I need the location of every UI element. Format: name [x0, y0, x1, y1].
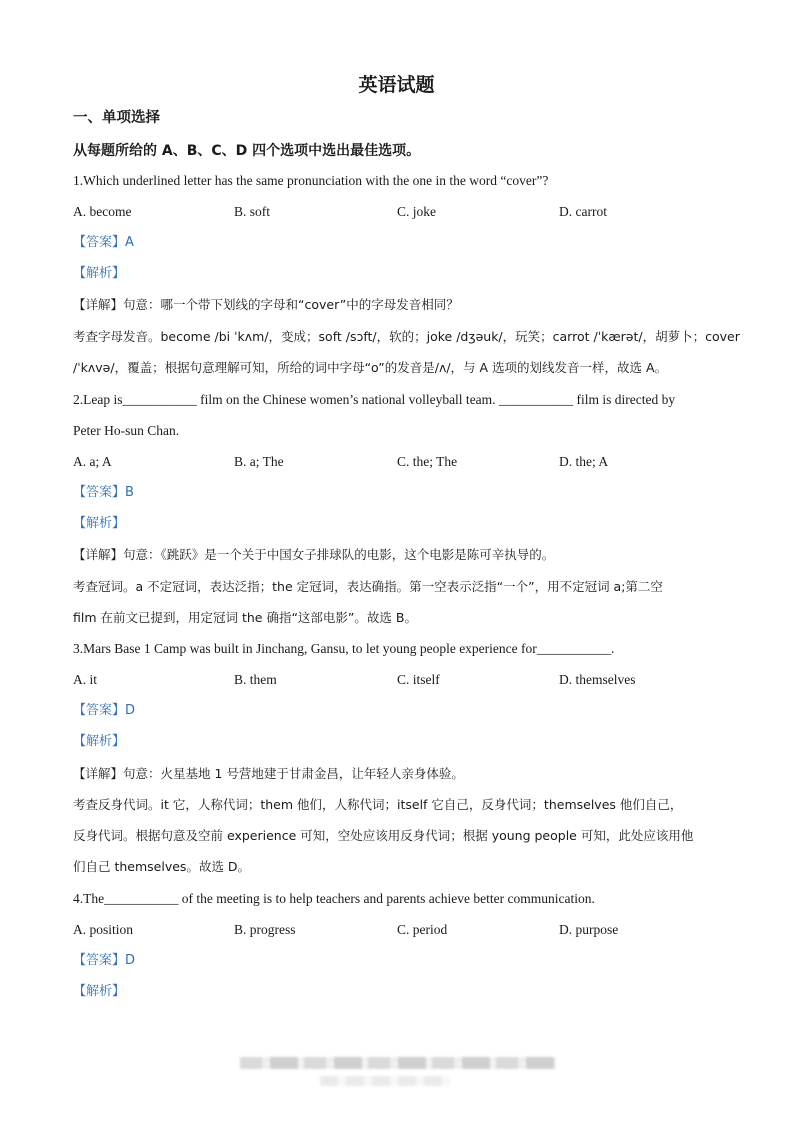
q1-explanation-line-2: /ˈkʌvə/，覆盖；根据句意理解可知，所给的词中字母“o”的发音是/ʌ/，与 A 选项的划线发音一样，故选 A。: [73, 360, 668, 375]
question-1-stem: 1.Which underlined letter has the same pronunciation with the one in the word “cover”?: [73, 173, 549, 188]
blurred-footer-watermark-secondary: [320, 1076, 450, 1086]
blurred-footer-watermark: [240, 1057, 556, 1069]
q2-detail: 【详解】句意：《跳跃》是一个关于中国女子排球队的电影，这个电影是陈可辛执导的。: [73, 547, 555, 562]
q2-analysis-label: 【解析】: [73, 516, 126, 531]
q1-explanation-line-1: 考查字母发音。become /bi ˈkʌm/，变成；soft /sɔft/，软的；joke /dʒəuk/，玩笑；carrot /ˈkærət/，胡萝卜；cover: [73, 329, 740, 344]
q4-option-a: A. position: [73, 922, 134, 937]
q1-option-b: B. soft: [234, 204, 271, 219]
q3-option-a: A. it: [73, 672, 98, 687]
q4-answer: 【答案】D: [73, 953, 136, 968]
q1-option-a: A. become: [73, 204, 132, 219]
q2-option-c: C. the; The: [397, 454, 458, 469]
q2-explanation-line-1: 考查冠词。a 不定冠词，表达泛指；the 定冠词，表达确指。第一空表示泛指“一个”，用不定冠词 a;第二空: [73, 579, 663, 594]
q4-option-d: D. purpose: [559, 922, 619, 937]
q2-option-d: D. the; A: [559, 454, 609, 469]
question-2-stem-line-1: 2.Leap is___________ film on the Chinese women’s national volleyball team. ___________ film is directed by: [73, 392, 676, 407]
q2-option-b: B. a; The: [234, 454, 284, 469]
q1-analysis-label: 【解析】: [73, 266, 126, 281]
q1-option-d: D. carrot: [559, 204, 607, 219]
section-heading: 一、单项选择: [73, 110, 160, 126]
q2-answer: 【答案】B: [73, 485, 134, 500]
q3-analysis-label: 【解析】: [73, 734, 126, 749]
question-3-stem: 3.Mars Base 1 Camp was built in Jinchang, Gansu, to let young people experience for___________.: [73, 641, 615, 656]
q3-explanation-line-1: 考查反身代词。it 它，人称代词；them 他们，人称代词；itself 它自己，反身代词；themselves 他们自己，: [73, 797, 683, 812]
q1-option-c: C. joke: [397, 204, 436, 219]
page-title: 英语试题: [358, 74, 435, 96]
q3-explanation-line-2: 反身代词。根据句意及空前 experience 可知，空处应该用反身代词；根据 young people 可知，此处应该用他: [73, 828, 694, 843]
q1-detail: 【详解】句意：哪一个带下划线的字母和“cover”中的字母发音相同？: [73, 297, 459, 312]
q3-explanation-line-3: 们自己 themselves。故选 D。: [73, 859, 251, 874]
q4-option-c: C. period: [397, 922, 448, 937]
q2-explanation-line-2: film 在前文已提到，用定冠词 the 确指“这部电影”。故选 B。: [73, 610, 417, 625]
q3-detail: 【详解】句意：火星基地 1 号营地建于甘肃金昌，让年轻人亲身体验。: [73, 766, 464, 781]
q1-answer: 【答案】A: [73, 235, 134, 250]
q3-option-d: D. themselves: [559, 672, 636, 687]
question-2-stem-line-2: Peter Ho-sun Chan.: [73, 423, 180, 438]
q2-option-a: A. a; A: [73, 454, 112, 469]
question-4-stem: 4.The___________ of the meeting is to help teachers and parents achieve better communication.: [73, 891, 595, 906]
q4-option-b: B. progress: [234, 922, 296, 937]
instruction-text: 从每题所给的 A、B、C、D 四个选项中选出最佳选项。: [73, 143, 421, 159]
q4-analysis-label: 【解析】: [73, 984, 126, 999]
q3-option-c: C. itself: [397, 672, 440, 687]
q3-option-b: B. them: [234, 672, 277, 687]
q3-answer: 【答案】D: [73, 703, 136, 718]
